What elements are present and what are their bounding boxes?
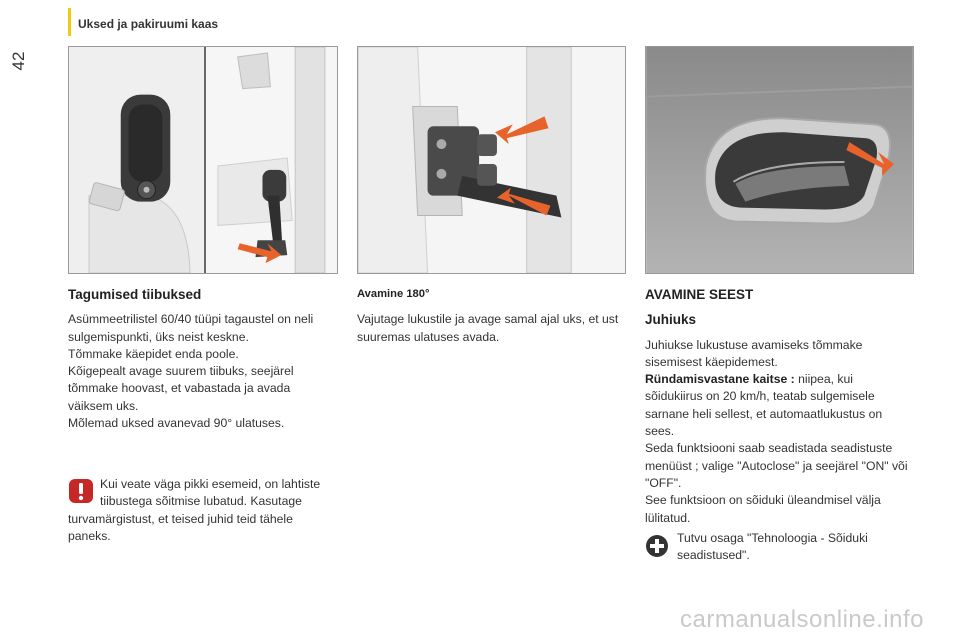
caption-180: Avamine 180° (357, 288, 430, 300)
middle-column (357, 286, 625, 346)
right-column (645, 286, 913, 527)
paragraph-anti-theft (645, 371, 913, 440)
paragraph: Vajutage lukustile ja avage samal ajal uks, et ust suuremas ulatuses avada. (357, 312, 619, 344)
watermark: carmanualsonline.info (680, 606, 924, 633)
paragraph: Juhiukse lukustuse avamiseks tõmmake sisemisest käepidemest. (645, 337, 863, 369)
note-box (645, 530, 913, 565)
subheading-driver-door: Juhiuks (645, 312, 697, 328)
section-title: Uksed ja pakiruumi kaas (78, 17, 219, 31)
warning-icon (68, 478, 94, 504)
plus-icon (645, 534, 669, 558)
paragraph: Asümmeetrilistel 60/40 tüüpi tagaustel on neli sulgemispunkti, üks neist keskne. (68, 312, 314, 344)
paragraph: Mõlemad uksed avanevad 90° ulatuses. (68, 416, 285, 431)
warning-text: Kui veate väga pikki esemeid, on lahtiste tiibustega sõitmise lubatud. Kasutage turvamärgistust, et teised juhid teid tähele paneks. (68, 477, 321, 543)
illustration-interior-handle (645, 46, 914, 274)
bold-label: Ründamisvastane kaitse : (645, 372, 795, 387)
section-heading-rear-doors: Tagumised tiibuksed (68, 287, 202, 302)
page-number: 42 (9, 51, 28, 71)
left-column (68, 286, 333, 432)
rear-door-handle-image (69, 47, 337, 273)
paragraph: See funktsioon on sõiduki üleandmisel välja lülitatud. (645, 493, 881, 525)
paragraph: Seda funktsiooni saab seadistada seadistuste menüüst ; valige "Autoclose" ja seejärel "ON" või "OFF". (645, 441, 908, 490)
warning-box (68, 476, 330, 545)
illustration-hinge-180 (357, 46, 626, 274)
paragraph: Kõigepealt avage suurem tiibuks, seejärel tõmmake hoovast, et vabastada ja avada väiksem uks. (68, 364, 294, 413)
section-heading-opening-inside: AVAMINE SEEST (645, 287, 754, 302)
interior-handle-image (646, 47, 913, 273)
illustration-rear-doors (68, 46, 338, 274)
note-text: Tutvu osaga "Tehnoloogia - Sõiduki seadistused". (677, 531, 868, 563)
paragraph: Tõmmake käepidet enda poole. (68, 346, 239, 361)
door-hinge-image (358, 47, 625, 273)
paragraph-rest: niipea, kui sõidukiirus on 20 km/h, teatab sulgemisele sarnane heli sellest, et automaatlukustus on sees. (645, 372, 883, 439)
section-accent-bar (68, 8, 71, 36)
